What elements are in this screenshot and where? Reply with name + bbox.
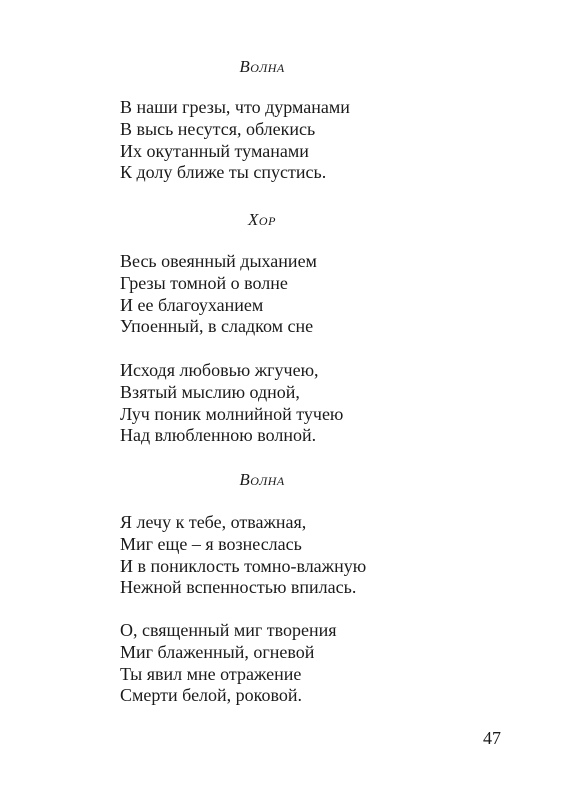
verse-line: И в пониклость томно-влажную — [120, 555, 367, 576]
verse-line: О, священный миг творения — [120, 620, 337, 640]
verse-line: Я лечу к тебе, отважная, — [120, 512, 307, 532]
stanza-3 — [120, 360, 540, 447]
verse-line: Ты явил мне отражение — [120, 663, 302, 684]
verse-line: Взятый мыслию одной, — [120, 381, 300, 402]
verse-line: К долу ближе ты спустись. — [120, 162, 327, 183]
verse-line: Смерти белой, роковой. — [120, 685, 303, 706]
stanza-2 — [120, 251, 540, 338]
stanza-4 — [120, 512, 540, 599]
verse-line: Упоенный, в сладком сне — [120, 316, 314, 337]
verse-line: В высь несутся, облекись — [120, 118, 316, 139]
verse-line: Исходя любовью жгучею, — [120, 360, 319, 380]
verse-line: Весь овеянный дыханием — [120, 251, 317, 271]
verse-line: Грезы томной о волне — [120, 272, 288, 293]
stanza-1 — [120, 97, 540, 184]
verse-line: Луч поник молнийной тучею — [120, 403, 344, 424]
speaker-heading-wave: Волна — [239, 57, 285, 76]
page-number: 47 — [483, 728, 501, 748]
verse-line: И ее благоуханием — [120, 294, 264, 315]
verse-line: Нежной вспенностью впилась. — [120, 577, 357, 598]
verse-line: Миг блаженный, огневой — [120, 641, 315, 662]
verse-line: Над влюбленною волной. — [120, 425, 317, 446]
verse-line: В наши грезы, что дурманами — [120, 97, 350, 117]
stanza-5 — [120, 620, 540, 707]
verse-line: Их окутанный туманами — [120, 140, 309, 161]
verse-line: Миг еще – я вознеслась — [120, 533, 302, 554]
speaker-heading-chorus: Хор — [248, 210, 276, 229]
speaker-heading-wave-2: Волна — [239, 470, 285, 489]
